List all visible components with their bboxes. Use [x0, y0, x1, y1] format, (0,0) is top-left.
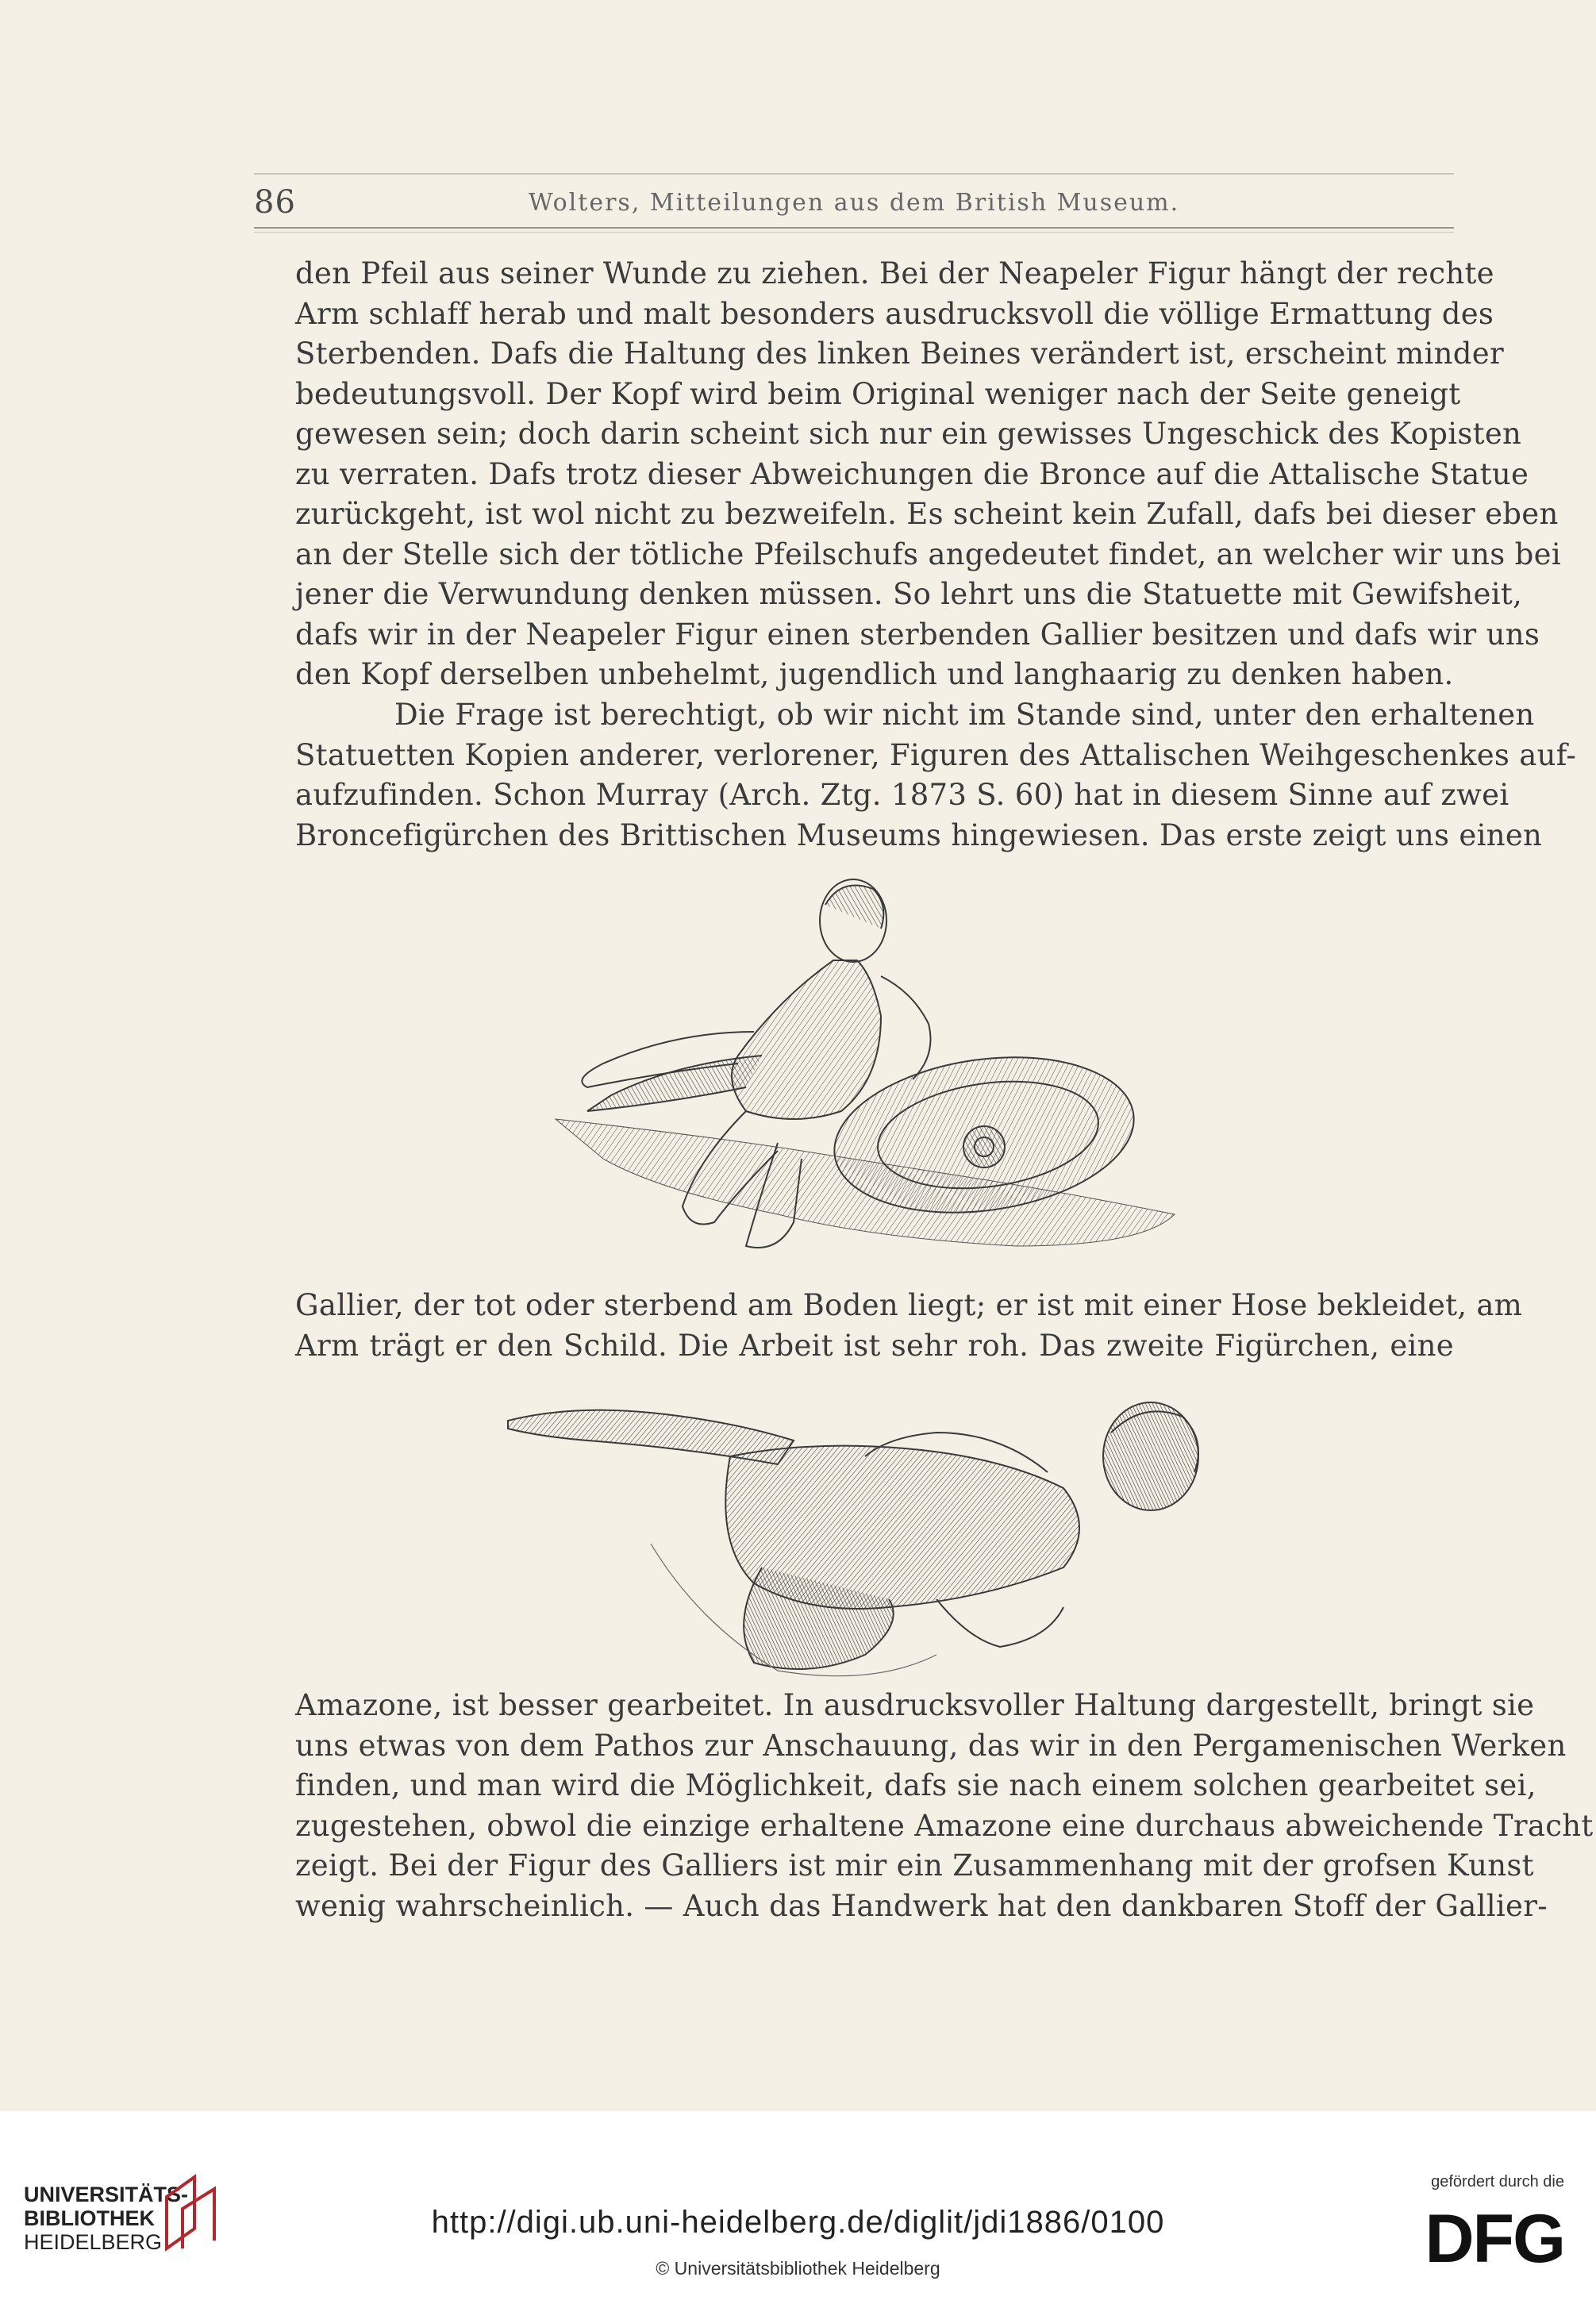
text-line: zeigt. Bei der Figur des Galliers ist mir ein Zusammenhang mit der grofsen Kunst: [295, 1848, 1534, 1883]
page-number: 86: [254, 184, 296, 221]
text-line: jener die Verwundung denken müssen. So lehrt uns die Statuette mit Gewifsheit,: [295, 577, 1523, 611]
paragraph-2: [295, 695, 1577, 856]
text-line: an der Stelle sich der tötliche Pfeilschufs angedeutet findet, an welcher wir uns bei: [295, 537, 1561, 571]
text-line: den Pfeil aus seiner Wunde zu ziehen. Bei der Neapeler Figur hängt der rechte: [295, 256, 1494, 290]
library-line-2: BIBLIOTHEK: [24, 2206, 155, 2230]
text-line: dafs wir in der Neapeler Figur einen sterbenden Gallier besitzen und dafs wir uns: [295, 617, 1540, 652]
paragraph-4: [295, 1686, 1594, 1926]
library-line-1: UNIVERSITÄTS-: [24, 2183, 189, 2206]
header-rule-thin: [254, 232, 1454, 233]
header-rule-top: [254, 173, 1454, 175]
text-line: Sterbenden. Dafs die Haltung des linken Beines verändert ist, erscheint minder: [295, 337, 1504, 371]
figure-amazon-engraving: [492, 1385, 1246, 1687]
running-title: Wolters, Mitteilungen aus dem British Museum.: [528, 189, 1180, 217]
text-line: wenig wahrscheinlich. — Auch das Handwerk hat den dankbaren Stoff der Gallier-: [295, 1888, 1548, 1923]
text-line: aufzufinden. Schon Murray (Arch. Ztg. 1873 S. 60) hat in diesem Sinne auf zwei: [295, 778, 1509, 812]
header-rule: [254, 227, 1454, 229]
text-line: Arm schlaff herab und malt besonders ausdrucksvoll die völlige Ermattung des: [295, 296, 1494, 331]
text-line: zugestehen, obwol die einzige erhaltene Amazone eine durchaus abweichende Tracht: [295, 1808, 1594, 1843]
copyright-notice: © Universitätsbibliothek Heidelberg: [656, 2258, 940, 2279]
paragraph-3: [295, 1286, 1523, 1366]
text-line: Gallier, der tot oder sterbend am Boden liegt; er ist mit einer Hose bekleidet, am: [295, 1288, 1523, 1322]
text-line: gewesen sein; doch darin scheint sich nur ein gewisses Ungeschick des Kopisten: [295, 417, 1522, 451]
funder-caption: gefördert durch die: [1431, 2173, 1564, 2191]
digital-library-footer: [0, 2111, 1596, 2304]
text-line: Amazone, ist besser gearbeitet. In ausdrucksvoller Haltung dargestellt, bringt sie: [295, 1688, 1535, 1722]
dfg-logo: DFG: [1425, 2201, 1564, 2277]
text-line: uns etwas von dem Pathos zur Anschauung, das wir in den Pergamenischen Werken: [295, 1728, 1567, 1763]
text-line: Broncefigürchen des Brittischen Museums hingewiesen. Das erste zeigt uns einen: [295, 817, 1543, 852]
text-line: den Kopf derselben unbehelmt, jugendlich und langhaarig zu denken haben.: [295, 657, 1454, 691]
library-line-3: HEIDELBERG: [24, 2230, 163, 2254]
amazon-statuette-illustration: [492, 1385, 1246, 1687]
text-line: bedeutungsvoll. Der Kopf wird beim Original weniger nach der Seite geneigt: [295, 376, 1461, 411]
paragraph-1: [295, 254, 1561, 695]
running-header: [254, 181, 1454, 229]
text-line: Die Frage ist berechtigt, ob wir nicht im Stande sind, unter den erhaltenen: [394, 698, 1535, 732]
figure-gaul-engraving: [540, 873, 1206, 1278]
text-line: Arm trägt er den Schild. Die Arbeit ist sehr roh. Das zweite Figürchen, eine: [295, 1328, 1454, 1363]
text-line: zurückgeht, ist wol nicht zu bezweifeln. Es scheint kein Zufall, dafs bei dieser eben: [295, 497, 1559, 531]
text-line: finden, und man wird die Möglichkeit, dafs sie nach einem solchen gearbeitet sei,: [295, 1768, 1536, 1802]
text-line: zu verraten. Dafs trotz dieser Abweichungen die Bronce auf die Attalische Statue: [295, 456, 1529, 491]
text-line: Statuetten Kopien anderer, verlorener, Figuren des Attalischen Weihgeschenkes auf-: [295, 737, 1577, 772]
gaul-statuette-illustration: [540, 873, 1206, 1278]
permalink-url[interactable]: http://digi.ub.uni-heidelberg.de/diglit/jdi1886/0100: [431, 2205, 1165, 2240]
